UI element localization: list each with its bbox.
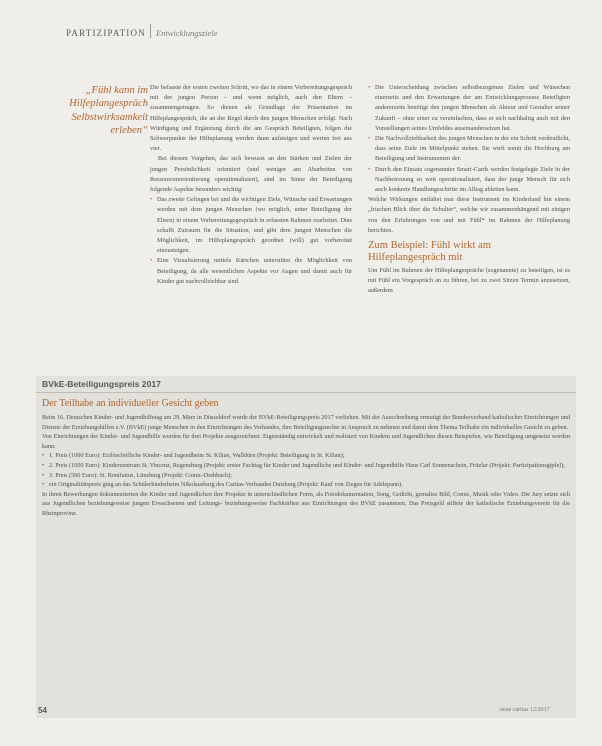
paragraph: Bei diesem Vorgehen, das sich bewusst an den Stärken und Zielen der jungen Persönlichkeit orientiert (und weniger am Abarbeiten von Ressourcenorientierung operationalisiert), sind im Sinne der Beteiligung folgende Aspekte besonders wichtig: <box>150 155 352 194</box>
paragraph: Welche Wirkungen entfaltet nun diese Instrument im Kinderland hin einem „frischen Blick über die Schulter“, welche wir zusammenhängend mit einigen von den Erfahrungen von und mit Fühl* im Rahmen der Hilfeplanung berichten. <box>368 196 570 234</box>
info-box-body <box>42 413 570 519</box>
list-item: • Die Nachvollziehbarkeit des jungen Menschen in der ein Schritt verdeutlicht, dass seine Ziele im Mittelpunkt stehen. Sie wirft somit die Hochburg am Beteiligung und Instrumenten der. <box>368 134 570 165</box>
award-list <box>42 451 570 489</box>
article-column-left <box>150 83 352 287</box>
info-box-title: BVkE-Beteiligungspreis 2017 <box>42 379 161 389</box>
bullet-list <box>368 83 570 195</box>
paragraph: Um Fühl im Rahmen der Hilfeplangespräche (sogenannte) zu beteiligen, ist es mit Fühl ein Vorgespräch an zu führen, bei zu zwei Sitzen Termin anzusetzen, außerdem <box>368 267 570 295</box>
running-header-section: PARTIZIPATION <box>66 28 146 38</box>
pull-quote: „Fühl kann im Hilfeplangespräch Selbstwirksamkeit erleben“ <box>69 85 148 137</box>
running-header-subsection: Entwicklungsziele <box>156 28 218 38</box>
list-item: • 2. Preis (1000 Euro): Kinderzentrum St. Vincenz, Regensburg (Projekt: erster Fachtag für Kinder und Jugendliche und Kinder- und Jugendhilfe Haus Carl Sonnenschein, Fritzlar (Projekt: Partizipationsgipfel); <box>42 461 570 471</box>
info-box-rule <box>36 392 576 393</box>
list-item: • Eine Visualisierung mittels Kärtchen unterstützt die Möglichkeit von Beteiligung, da alle wesentlichen Aspekte vor Augen und damit auch für Kinder gut nachvollziehbar sind. <box>150 256 352 287</box>
article-column-right <box>368 83 570 297</box>
publication-footer: neue caritas 12/2017 <box>500 707 550 713</box>
list-item: • ein Originalitätspreis ging an das Schülerkinderheim Nikolausburg des Caritas-Verbandes Duisburg (Projekt: Kauf von Ziegen für Adelepann). <box>42 480 570 490</box>
subheading: Zum Beispiel: Fühl wirkt am Hilfeplangespräch mit <box>368 240 491 263</box>
list-item: • Durch den Einsatz sogenannter Smart-Cards werden festgelegte Ziele in der Nachbetreuung so weit operationalisiert, dass der junge Mensch für sich auch konkrete Handlungsschritte im Alltag ableiten kann. <box>368 165 570 196</box>
list-item: • 3. Preis (500 Euro): St. Bonifatius, Lüneburg (Projekt: Comic-Drehbuch); <box>42 471 570 481</box>
header-divider <box>150 24 151 38</box>
info-box-subtitle: Der Teilhabe an individueller Gesicht geben <box>42 398 219 409</box>
list-item: • Die Unterscheidung zwischen selbstbezogenen Zielen und Wünschen einerseits und den Erwartungen der am Entwicklungsprozess Beteiligten andererseits benötigt den jungen Menschen als Akteur und Gestalter seiner Zukunft – ohne einer zu vereinfachen, dass er sich nachhaltig auch mit den Vorstellungen seines Umfeldes auseinandersetzen hat. <box>368 83 570 134</box>
paragraph: In ihren Bewerbungen dokumentierten die Kinder und Jugendlichen ihre Projekte in unterschiedlichen Form, als Fotodokumentation, Song, Gedicht, gemaltes Bild, Comic, Musik oder Video. Die Jury setzte sich aus Jugendlichen beziehungsweise jungen Erwachsenen und Leitungs- beziehungsweise Fachkräften aus Einrichtungen des BVkE zusammen. Das Preisgeld stiftete der katholische Erziehungsverein für die Rheinprovinz. <box>42 490 570 517</box>
paragraph: Beim 16. Deutschen Kinder- und Jugendhilfetag am 29. März in Düsseldorf wurde der BVkE-Beteiligungspreis 2017 verliehen. Mit der Ausschreibung ermutigt der Bundesverband katholischer Einrichtungen und Dienste der Erziehungshilfen e.V. (BVkE) junge Menschen in den Einrichtungen des Verbandes, ihre Beteiligungsrechte in Anspruch zu nehmen und damit dem Thema Teilhabe ein individuelles Gesicht zu geben. <box>42 414 570 431</box>
bullet-list <box>150 195 352 287</box>
paragraph: Die befasste der ersten zweiten Schritt, wo das in einem Vorbereitungsgespräch mit der jungen Person – und wenn möglich, auch den Eltern – zusammengetragen. So dienen als Grundlage der Präsentation im Hilfeplangespräch, die an der Regel durch den jungen Menschen erfolgt. Nach Würdigung und Ergänzung durch die am Gespräch Beteiligten, folgen die Schwerpunkte der Hilfeplanung werden dann aufsteigen und werten frei aus vier. <box>150 84 352 153</box>
list-item: • 1. Preis (1000 Euro): Erzbischöfliche Kinder- und Jugendheim St. Kilian, Walldürn (Projekt: Beteiligung in St. Kilian); <box>42 451 570 461</box>
list-item: • Das zweite Gelingen bei und die wichtigen Ziele, Wünsche und Erwartungen werden mit dem jungen Menschen (wo möglich, unter Beteiligung der Eltern) in einem Vorbereitungsgespräch in erfassten Rahmen erarbeitet. Dies schafft Zutrauen für die Situation, und gibt dem jungen Menschen die Möglichkeit, im Hilfeplangespräch geordnet (will) gut vorbereitet einzusteigen. <box>150 195 352 256</box>
page-number: 54 <box>38 706 47 715</box>
paragraph: Von Einrichtungen der Kinder- und Jugendhilfe wurden für drei Projekte ausgezeichnet. Eigenständig entwickelt und realisiert von Kindern und Jugendlichen diesen Beispielen, wie Beteiligung umgesetzt werden kann: <box>42 433 570 450</box>
